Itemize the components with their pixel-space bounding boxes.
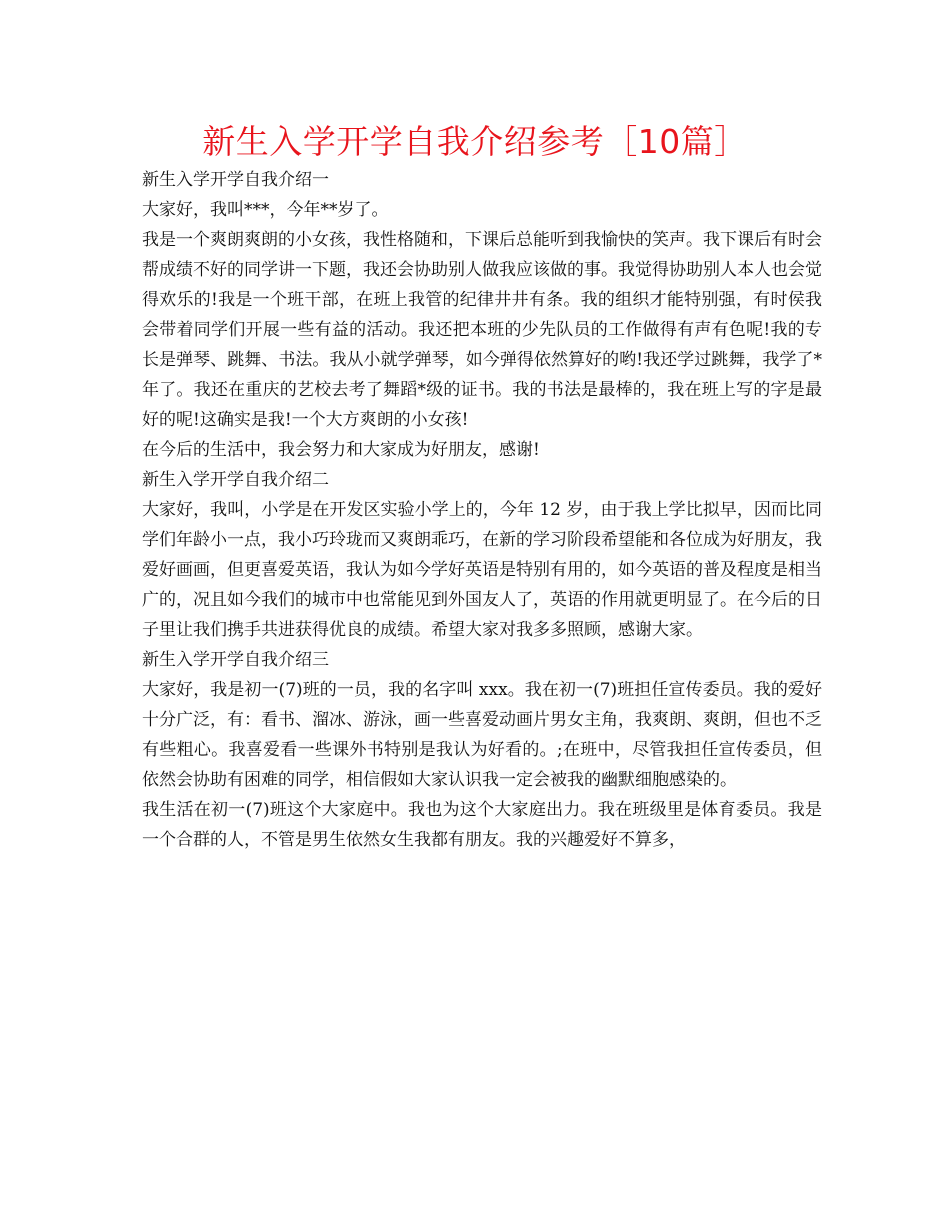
section-heading-3: 新生入学开学自我介绍三 [142,650,329,670]
section-3-paragraph-2: 我生活在初一(7)班这个大家庭中。我也为这个大家庭出力。我在班级里是体育委员。我是一个合群的人，不管是男生依然女生我都有朋友。我的兴趣爱好不算多， [142,800,822,850]
section-3-paragraph-1: 大家好，我是初一(7)班的一员，我的名字叫 xxx。我在初一(7)班担任宣传委员。我的爱好十分广泛，有：看书、溜冰、游泳，画一些喜爱动画片男女主角，我爽朗、爽朗，但也不乏有些粗心。我喜爱看一些课外书特别是我认为好看的。;在班中，尽管我担任宣传委员，但依然会协助有困难的同学，相信假如大家认识我一定会被我的幽默细胞感染的。 [142,680,822,790]
section-2-paragraph-1: 大家好，我叫，小学是在开发区实验小学上的，今年 12 岁，由于我上学比拟早，因而比同学们年龄小一点，我小巧玲珑而又爽朗乖巧，在新的学习阶段希望能和各位成为好朋友，我爱好画画，但更喜爱英语，我认为如今学好英语是特别有用的，如今英语的普及程度是相当广的，况且如今我们的城市中也常能见到外国友人了，英语的作用就更明显了。在今后的日子里让我们携手共进获得优良的成绩。希望大家对我多多照顾，感谢大家。 [142,500,822,640]
document-body [142,165,822,855]
section-1-paragraph-1: 大家好，我叫***，今年**岁了。 [142,200,389,220]
document-title: 新生入学开学自我介绍参考［10篇］ [202,122,748,161]
section-1-paragraph-2: 我是一个爽朗爽朗的小女孩，我性格随和，下课后总能听到我愉快的笑声。我下课后有时会帮成绩不好的同学讲一下题，我还会协助别人做我应该做的事。我觉得协助别人本人也会觉得欢乐的!我是一个班干部，在班上我管的纪律井井有条。我的组织才能特别强，有时侯我会带着同学们开展一些有益的活动。我还把本班的少先队员的工作做得有声有色呢!我的专长是弹琴、跳舞、书法。我从小就学弹琴，如今弹得依然算好的哟!我还学过跳舞，我学了*年了。我还在重庆的艺校去考了舞蹈*级的证书。我的书法是最棒的，我在班上写的字是最好的呢!这确实是我!一个大方爽朗的小女孩! [142,230,822,430]
section-1-paragraph-3: 在今后的生活中，我会努力和大家成为好朋友，感谢! [142,440,540,460]
section-heading-1: 新生入学开学自我介绍一 [142,170,329,190]
section-heading-2: 新生入学开学自我介绍二 [142,470,329,490]
